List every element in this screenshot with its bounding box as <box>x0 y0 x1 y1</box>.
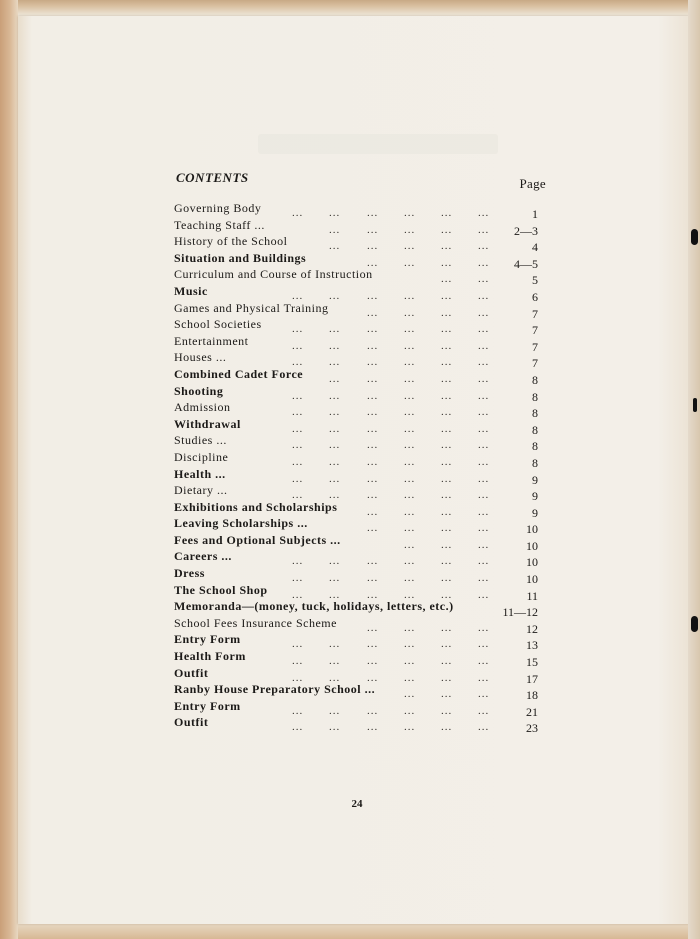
entry-page-number: 8 <box>532 389 538 404</box>
dot-leader: ... ... ... <box>404 688 490 701</box>
entry-title: Memoranda—(money, tuck, holidays, letters, etc.) <box>174 599 454 614</box>
dot-leader: ... ... ... ... ... ... <box>292 406 490 419</box>
contents-entry <box>174 715 550 736</box>
dot-leader: ... ... ... ... ... ... <box>292 555 490 568</box>
entry-page-number: 17 <box>526 671 538 686</box>
dot-leader: ... ... ... ... ... ... <box>292 572 490 585</box>
entry-page-number: 7 <box>532 339 538 354</box>
page-number: 24 <box>351 798 363 810</box>
punch-hole <box>691 616 698 632</box>
dot-leader: ... ... ... ... ... ... <box>292 588 490 601</box>
entry-page-number: 21 <box>526 704 538 719</box>
entry-title: Leaving Scholarships ... <box>174 516 308 531</box>
contents-entry <box>174 335 550 352</box>
page-column-title: Page <box>519 176 546 191</box>
entry-page-number: 10 <box>526 522 538 537</box>
dot-leader: ... ... ... ... <box>367 621 490 634</box>
entry-title: Situation and Buildings <box>174 250 307 265</box>
entry-title: Careers ... <box>174 549 232 564</box>
entry-page-number: 9 <box>532 489 538 504</box>
contents-title: CONTENTS <box>176 170 249 185</box>
dot-leader: ... ... ... ... ... ... <box>292 455 490 468</box>
entry-page-number: 18 <box>526 688 538 703</box>
contents-entry <box>174 418 550 435</box>
entry-page-number: 12 <box>526 621 538 636</box>
dot-leader: ... ... ... ... ... ... <box>292 472 490 485</box>
entry-page-number: 11—12 <box>502 605 538 620</box>
dot-leader: ... ... ... ... ... ... <box>292 655 490 668</box>
dot-leader: ... ... ... ... ... ... <box>292 439 490 452</box>
entry-title: Entry Form <box>174 698 241 713</box>
entry-page-number: 2—3 <box>514 223 538 238</box>
dot-leader: ... ... ... ... ... ... <box>292 638 490 651</box>
entry-page-number: 4 <box>532 240 538 255</box>
entry-page-number: 8 <box>532 439 538 454</box>
dot-leader: ... ... ... ... <box>367 256 490 269</box>
entry-page-number: 9 <box>532 472 538 487</box>
entry-title: The School Shop <box>174 582 268 597</box>
entry-page-number: 10 <box>526 538 538 553</box>
entry-title: Admission <box>174 400 231 415</box>
dot-leader: ... ... ... ... ... <box>329 223 490 236</box>
entry-page-number: 10 <box>526 555 538 570</box>
entry-page-number: 7 <box>532 323 538 338</box>
entry-title: Dietary ... <box>174 483 228 498</box>
entry-title: Health Form <box>174 649 246 664</box>
entry-title: Entry Form <box>174 632 241 647</box>
entry-page-number: 8 <box>532 422 538 437</box>
dot-leader: ... ... ... ... ... ... <box>292 323 490 336</box>
entry-page-number: 7 <box>532 356 538 371</box>
entry-page-number: 10 <box>526 572 538 587</box>
dot-leader: ... ... ... ... ... ... <box>292 356 490 369</box>
punch-hole <box>693 398 697 412</box>
entry-title: Ranby House Preparatory School ... <box>174 682 376 697</box>
entry-page-number: 8 <box>532 406 538 421</box>
entry-title: Shooting <box>174 383 224 398</box>
entry-page-number: 4—5 <box>514 256 538 271</box>
dot-leader: ... ... ... ... ... ... <box>292 389 490 402</box>
entry-title: Outfit <box>174 715 209 730</box>
dot-leader: ... ... ... ... ... ... <box>292 339 490 352</box>
entry-page-number: 9 <box>532 505 538 520</box>
contents-entry <box>174 267 550 288</box>
entry-title: Dress <box>174 566 205 581</box>
entry-title: Music <box>174 283 208 298</box>
entry-title: History of the School <box>174 234 288 249</box>
entry-page-number: 6 <box>532 289 538 304</box>
dot-leader: ... ... ... ... <box>367 505 490 518</box>
entry-title: Houses ... <box>174 350 227 365</box>
contents-entry <box>174 549 550 570</box>
entry-title: Entertainment <box>174 333 249 348</box>
entry-title: Outfit <box>174 665 209 680</box>
entry-page-number: 8 <box>532 455 538 470</box>
dot-leader: ... ... ... <box>404 538 490 551</box>
entry-title: School Fees Insurance Scheme <box>174 615 337 630</box>
contents-entries <box>174 201 550 736</box>
dot-leader: ... ... ... ... <box>367 522 490 535</box>
entry-page-number: 15 <box>526 655 538 670</box>
dot-leader: ... ... ... ... ... ... <box>292 207 490 219</box>
entry-page-number: 11 <box>526 588 538 603</box>
contents-entry <box>174 649 550 670</box>
entry-page-number: 1 <box>532 207 538 221</box>
dot-leader: ... ... ... ... ... ... <box>292 671 490 684</box>
dot-leader: ... ... <box>441 273 490 286</box>
dot-leader: ... ... ... ... ... ... <box>292 289 490 302</box>
show-through-shadow <box>258 134 498 154</box>
entry-title: Curriculum and Course of Instruction <box>174 267 373 282</box>
dot-leader: ... ... ... ... ... ... <box>292 422 490 435</box>
entry-page-number: 23 <box>526 721 538 736</box>
entry-title: Studies ... <box>174 433 227 448</box>
contents-entry <box>174 451 550 468</box>
entry-title: Withdrawal <box>174 416 241 431</box>
dot-leader: ... ... ... ... ... <box>329 372 490 385</box>
entry-page-number: 13 <box>526 638 538 653</box>
contents-entry <box>174 368 550 385</box>
entry-title: Fees and Optional Subjects ... <box>174 532 341 547</box>
entry-title: Discipline <box>174 449 229 464</box>
entry-title: School Societies <box>174 317 262 332</box>
entry-title: Governing Body <box>174 201 262 215</box>
dot-leader: ... ... ... ... ... <box>329 240 490 253</box>
contents-entry <box>174 468 550 485</box>
entry-title: Health ... <box>174 466 226 481</box>
entry-title: Exhibitions and Scholarships <box>174 499 338 514</box>
dot-leader: ... ... ... ... ... ... <box>292 489 490 502</box>
entry-page-number: 7 <box>532 306 538 321</box>
page-binding-edge <box>0 0 18 939</box>
dot-leader: ... ... ... ... ... ... <box>292 704 490 717</box>
dot-leader: ... ... ... ... ... ... <box>292 721 490 734</box>
entry-title: Teaching Staff ... <box>174 217 265 232</box>
contents-header <box>174 168 550 202</box>
punch-hole <box>691 229 698 245</box>
page-right-edge <box>688 0 700 939</box>
table-of-contents <box>174 168 550 736</box>
entry-title: Combined Cadet Force <box>174 366 304 381</box>
entry-page-number: 8 <box>532 372 538 387</box>
contents-entry <box>174 433 550 454</box>
entry-title: Games and Physical Training <box>174 300 329 315</box>
contents-entry <box>174 700 550 717</box>
entry-page-number: 5 <box>532 273 538 288</box>
dot-leader: ... ... ... ... <box>367 306 490 319</box>
